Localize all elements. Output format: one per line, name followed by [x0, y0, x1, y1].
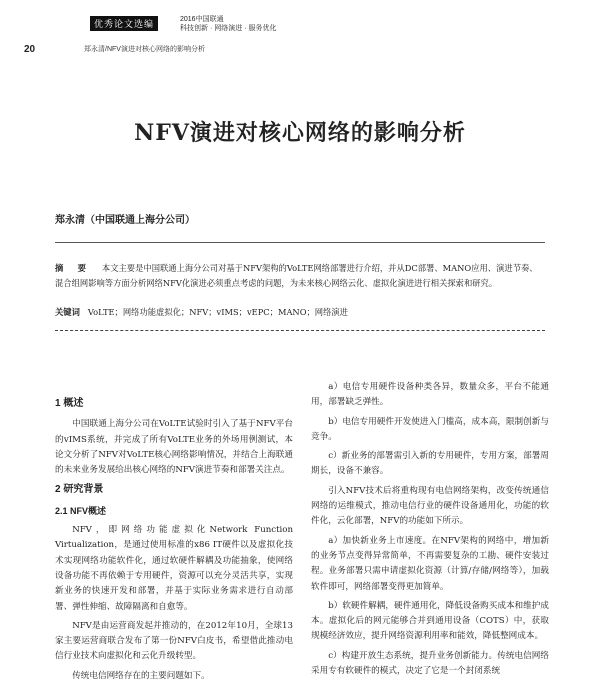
section-2-title: 2 研究背景	[55, 484, 104, 496]
section-2-1-title: 2.1 NFV概述	[55, 505, 107, 516]
divider-dashed	[55, 330, 545, 331]
left-column	[55, 392, 293, 688]
page-number: 20	[24, 44, 36, 55]
column-badge: 优秀论文选编	[90, 16, 158, 31]
header-line-1: 2016中国联通	[180, 16, 224, 23]
keywords	[55, 306, 545, 318]
author: 郑永清（中国联通上海分公司）	[55, 215, 195, 226]
header-line-2: 科技创新 · 网络演进 · 服务优化	[180, 24, 277, 32]
abstract-text: 本文主要是中国联通上海分公司对基于NFV架构的VoLTE网络部署进行介绍，并从DC部署、MANO应用、演进节奏、混合组网影响等方面分析网络NFV化演进必须重点考虑的问题，为未来核心网络云化、虚拟化演进进行相关探索和研究。	[55, 263, 538, 288]
nfv-history-paragraph: NFV是由运营商发起并推动的，在2012年10月，全球13家主要运营商联合发布了第一份NFV白皮书，希望借此推动电信行业技术向虚拟化和云化升级转型。	[55, 620, 293, 662]
problem-a: a）电信专用硬件设备种类各异，数量众多，平台不能通用，部署缺乏弹性。	[311, 382, 549, 408]
divider-top	[55, 242, 545, 243]
keywords-text: VoLTE；网络功能虚拟化；NFV；vIMS；vEPC；MANO；网络演进	[87, 307, 348, 317]
section-1-title: 1 概述	[55, 398, 84, 409]
problem-b: b）电信专用硬件开发使进入门槛高，成本高，限制创新与竞争。	[311, 416, 549, 442]
feature-b: b）软硬件解耦，硬件通用化，降低设备购买成本和维护成本。虚拟化后的网元能够合并到通用设备（COTS）中，获取规模经济效应，提升网络资源利用率和能效，降低整网成本。	[311, 600, 549, 642]
abstract-label: 摘 要	[55, 263, 92, 273]
right-column	[311, 380, 549, 683]
feature-c: c）构建开放生态系统，提升业务创新能力。传统电信网络采用专有软硬件的模式，决定了它是一个封闭系统	[311, 650, 549, 677]
abstract	[55, 261, 545, 290]
header-line-3: 郑永清/NFV演进对核心网络的影响分析	[84, 46, 205, 53]
feature-a: a）加快新业务上市速度。在NFV架构的网络中，增加新的业务节点变得异常简单，不再需要复杂的工勘、硬件安装过程。业务部署只需申请虚拟化资源（计算/存储/网络等），加载软件即可，网络部署变得更加简单。	[311, 535, 549, 592]
problems-intro-paragraph: 传统电信网络存在的主要问题如下。	[72, 670, 210, 681]
nfv-definition-paragraph: NFV，即网络功能虚拟化Network Function Virtualization，是通过使用标准的x86 IT硬件以及虚拟化技术实现网络功能软件化，通过软硬件解耦及功能抽象，使网络设备功能不再依赖于专用硬件，资源可以充分灵活共享，实现新业务的快速开发和部署，并基于实际业务需求进行自动部署、弹性伸缩、故障隔离和自愈等。	[55, 525, 293, 612]
section-1-paragraph: 中国联通上海分公司在VoLTE试验时引入了基于NFV平台的vIMS系统，并完成了所有VoLTE业务的外场用例测试，本论文分析了NFV对VoLTE核心网络影响情况，并结合上海联通的未来业务发展给出核心网络的NFV演进节奏和部署关注点。	[55, 419, 293, 476]
paper-title: NFV演进对核心网络的影响分析	[134, 120, 466, 146]
problem-c: c）新业务的部署需引入新的专用硬件，专用方案，部署周期长，设备不兼容。	[311, 451, 549, 477]
header-lines	[180, 16, 276, 33]
keywords-label: 关键词	[55, 307, 80, 317]
nfv-intro-paragraph: 引入NFV技术后将重构现有电信网络架构，改变传统通信网络的运维模式，推动电信行业的硬件设备通用化，功能的软件化，云化部署，NFV的功能如下所示。	[311, 485, 549, 527]
